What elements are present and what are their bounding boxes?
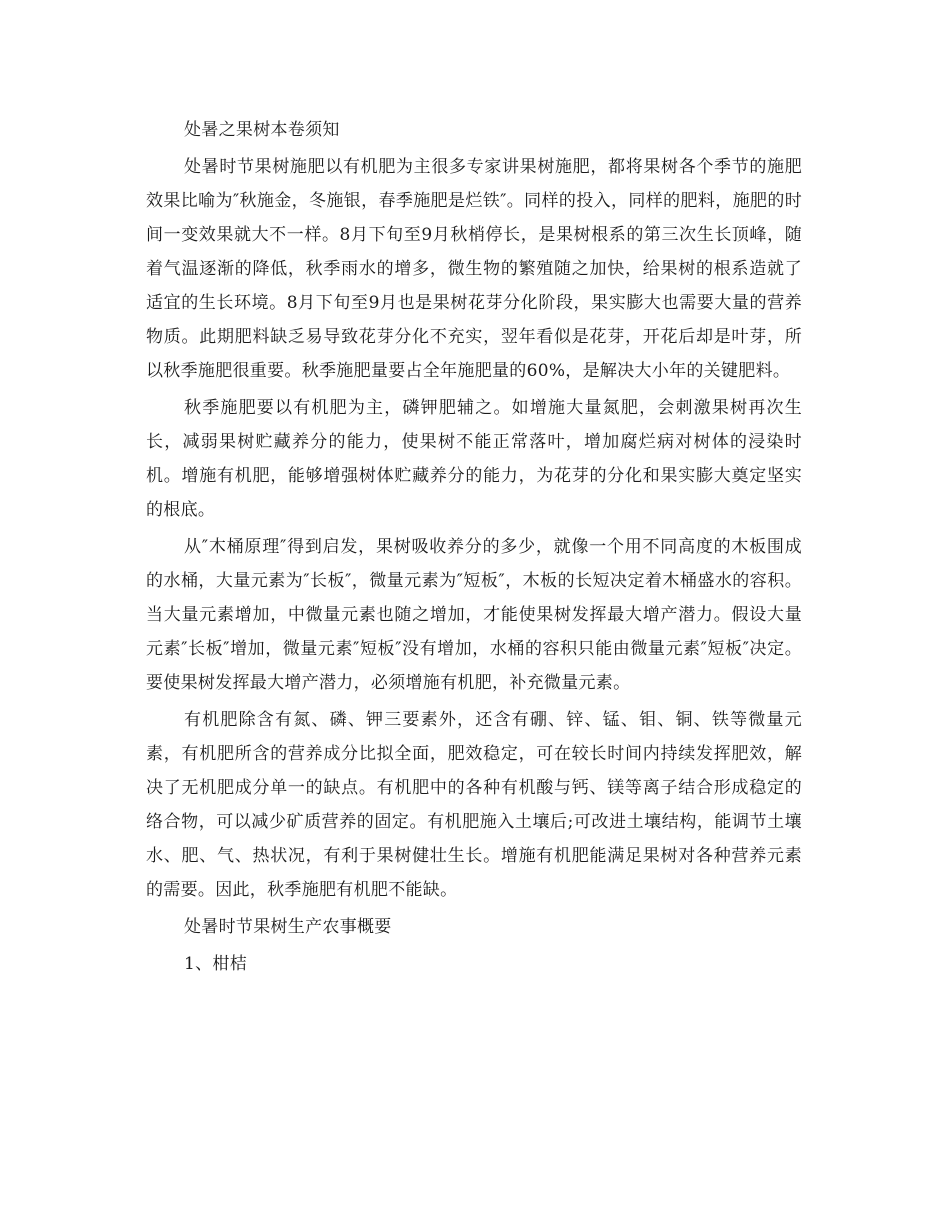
paragraph-3: 从″木桶原理″得到启发，果树吸收养分的多少，就像一个用不同高度的木板围成的水桶，大量元素为″长板″，微量元素为″短板″，木板的长短决定着木桶盛水的容积。当大量元素增加，中微量元素也随之增加，才能使果树发挥最大增产潜力。假设大量元素″长板″增加，微量元素″短板″没有增加，水桶的容积只能由微量元素″短板″决定。要使果树发挥最大增产潜力，必须增施有机肥，补充微量元素。 bbox=[146, 537, 802, 693]
paragraph-1: 处暑时节果树施肥以有机肥为主很多专家讲果树施肥，都将果树各个季节的施肥效果比喻为″秋施金，冬施银，春季施肥是烂铁″。同样的投入，同样的肥料，施肥的时间一变效果就大不一样。8月下旬至9月秋梢停长，是果树根系的第三次生长顶峰，随着气温逐渐的降低，秋季雨水的增多，微生物的繁殖随之加快，给果树的根系造就了适宜的生长环境。8月下旬至9月也是果树花芽分化阶段，果实膨大也需要大量的营养物质。此期肥料缺乏易导致花芽分化不充实，翌年看似是花芽，开花后却是叶芽，所以秋季施肥很重要。秋季施肥量要占全年施肥量的60%，是解决大小年的关键肥料。 bbox=[146, 157, 802, 381]
list-item: 1、柑桔 bbox=[184, 954, 248, 974]
section-heading: 处暑时节果树生产农事概要 bbox=[184, 917, 392, 937]
paragraph-4: 有机肥除含有氮、磷、钾三要素外，还含有硼、锌、锰、钼、铜、铁等微量元素，有机肥所含的营养成分比拟全面，肥效稳定，可在较长时间内持续发挥肥效，解决了无机肥成分单一的缺点。有机肥中的各种有机酸与钙、镁等离子结合形成稳定的络合物，可以减少矿质营养的固定。有机肥施入土壤后;可改进土壤结构，能调节土壤水、肥、气、热状况，有利于果树健壮生长。增施有机肥能满足果树对各种营养元素的需要。因此，秋季施肥有机肥不能缺。 bbox=[146, 710, 802, 900]
paragraph-2: 秋季施肥要以有机肥为主，磷钾肥辅之。如增施大量氮肥，会刺激果树再次生长，减弱果树贮藏养分的能力，使果树不能正常落叶，增加腐烂病对树体的浸染时机。增施有机肥，能够增强树体贮藏养分的能力，为花芽的分化和果实膨大奠定坚实的根底。 bbox=[146, 398, 802, 520]
document-title: 处暑之果树本卷须知 bbox=[184, 120, 340, 140]
document-body bbox=[146, 113, 802, 984]
